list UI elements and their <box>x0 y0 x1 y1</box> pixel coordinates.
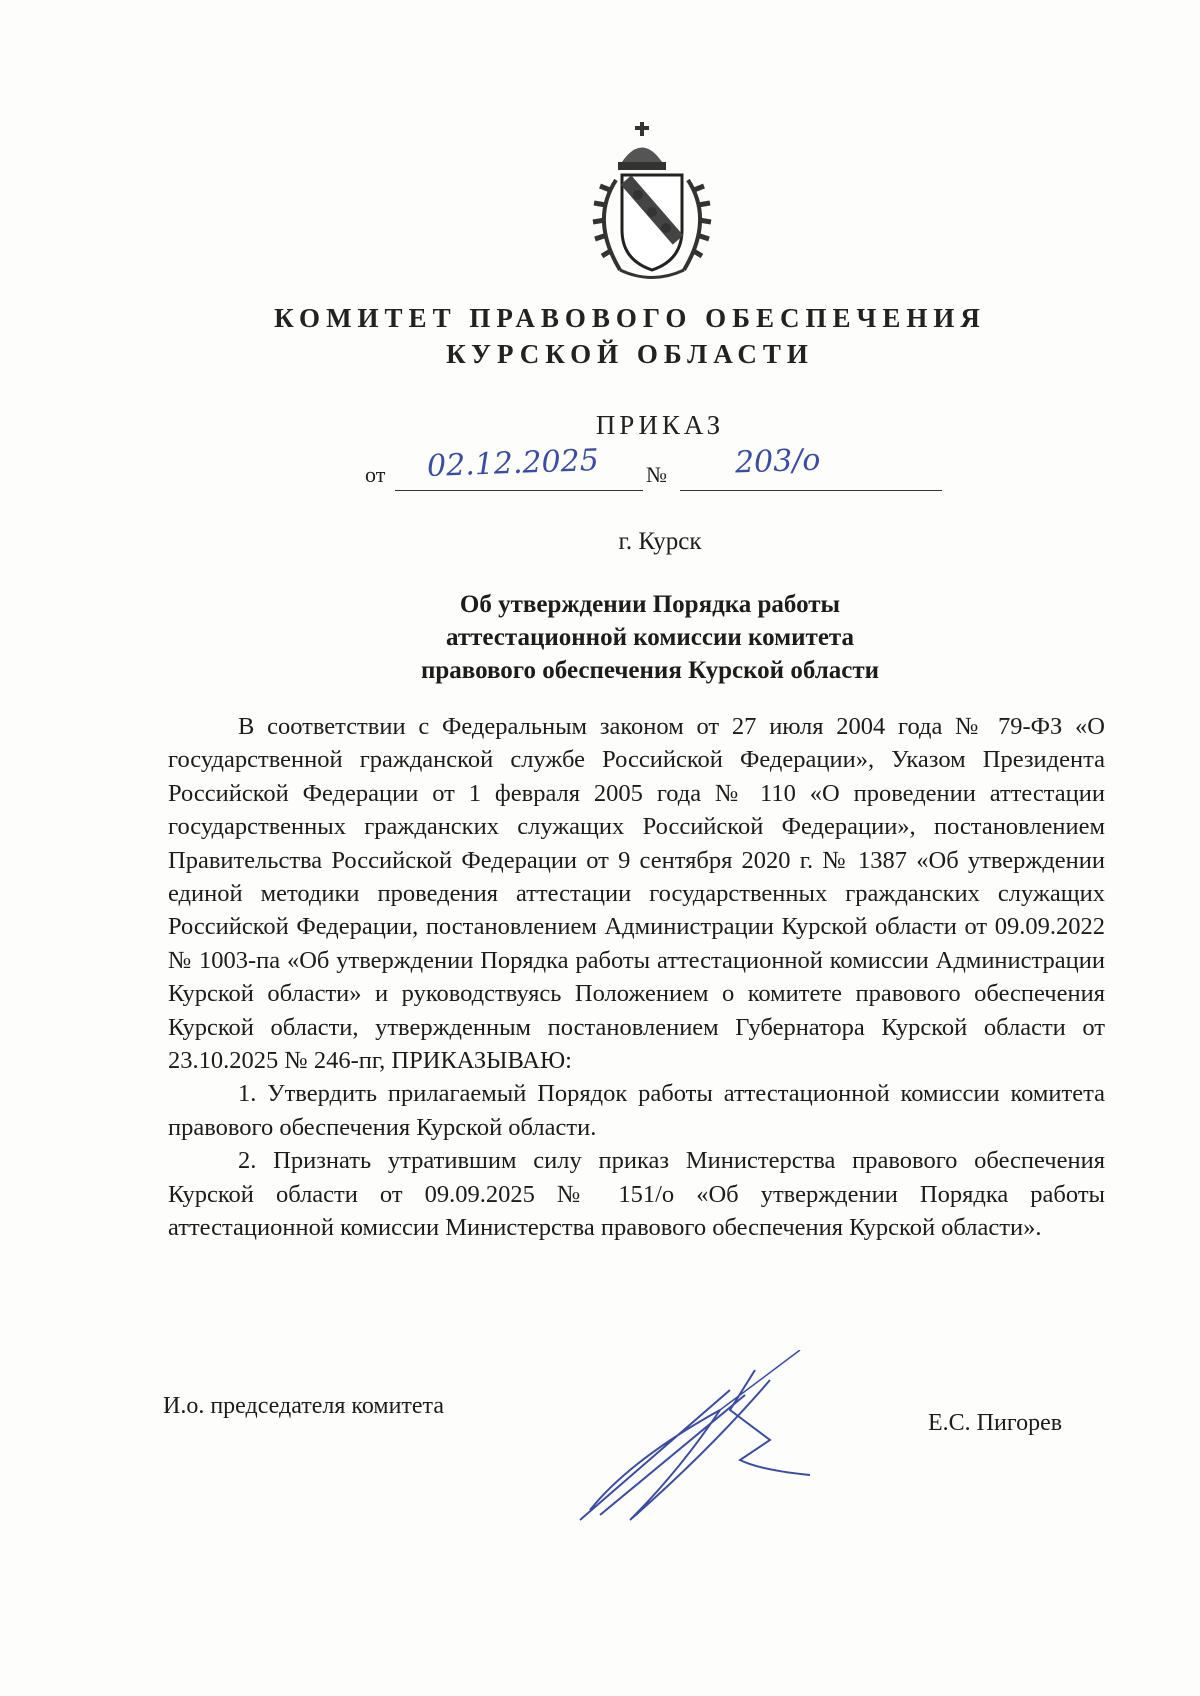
number-prefix: № <box>646 462 667 487</box>
order-item-1: 1. Утвердить прилагаемый Порядок работы аттестационной комиссии комитета правового обеспечения Курской области. <box>168 1080 1105 1141</box>
subject-line-1: Об утверждении Порядка работы <box>459 591 841 618</box>
subject-line-2: аттестационной комиссии комитета <box>445 624 855 651</box>
number-underline <box>680 490 942 491</box>
signatory-position: И.о. председателя комитета <box>163 1393 444 1419</box>
subject-line-3: правового обеспечения Курской области <box>420 657 880 684</box>
order-number-value: 203/о <box>734 442 822 481</box>
handwritten-signature-icon <box>570 1350 850 1530</box>
order-subject <box>320 588 980 687</box>
preamble-paragraph: В соответствии с Федеральным законом от 27 июля 2004 года № 79-ФЗ «О государственной гражданской службе Российской Федерации», Указом Президента Российской Федерации от 1 февраля 2005 года № 110 «О проведении аттестации государственных гражданских служащих Российской Федерации», постановлением Правительства Российской Федерации от 9 сентября 2020 г. № 1387 «Об утверждении единой методики проведения аттестации государственных гражданских служащих Российской Федерации, постановлением Администрации Курской области от 09.09.2022 № 1003-па «Об утверждении Порядка работы аттестационной комиссии Администрации Курской области» и руководствуясь Положением о комитете правового обеспечения Курской области, утвержденным постановлением Губернатора Курской области от 23.10.2025 № 246-пг, ПРИКАЗЫВАЮ: <box>168 713 1105 1075</box>
order-date-value: 02.12.2025 <box>426 443 600 484</box>
order-item-2: 2. Признать утратившим силу приказ Министерства правового обеспечения Курской области от 09.09.2025 № 151/о «Об утверждении Порядка работы аттестационной комиссии Министерства правового обеспечения Курской области». <box>168 1147 1105 1242</box>
order-body <box>168 710 1105 1245</box>
date-underline <box>395 490 643 491</box>
kursk-coat-of-arms-icon <box>580 120 730 280</box>
org-line-1: КОМИТЕТ ПРАВОВОГО ОБЕСПЕЧЕНИЯ <box>274 303 986 333</box>
order-date-number-row <box>365 442 945 498</box>
organization-name <box>260 300 1000 372</box>
signatory-name: Е.С. Пигорев <box>928 1410 1063 1436</box>
city: г. Курск <box>618 528 702 555</box>
date-prefix: от <box>365 462 386 487</box>
org-line-2: КУРСКОЙ ОБЛАСТИ <box>446 339 814 369</box>
order-title: ПРИКАЗ <box>595 410 725 440</box>
